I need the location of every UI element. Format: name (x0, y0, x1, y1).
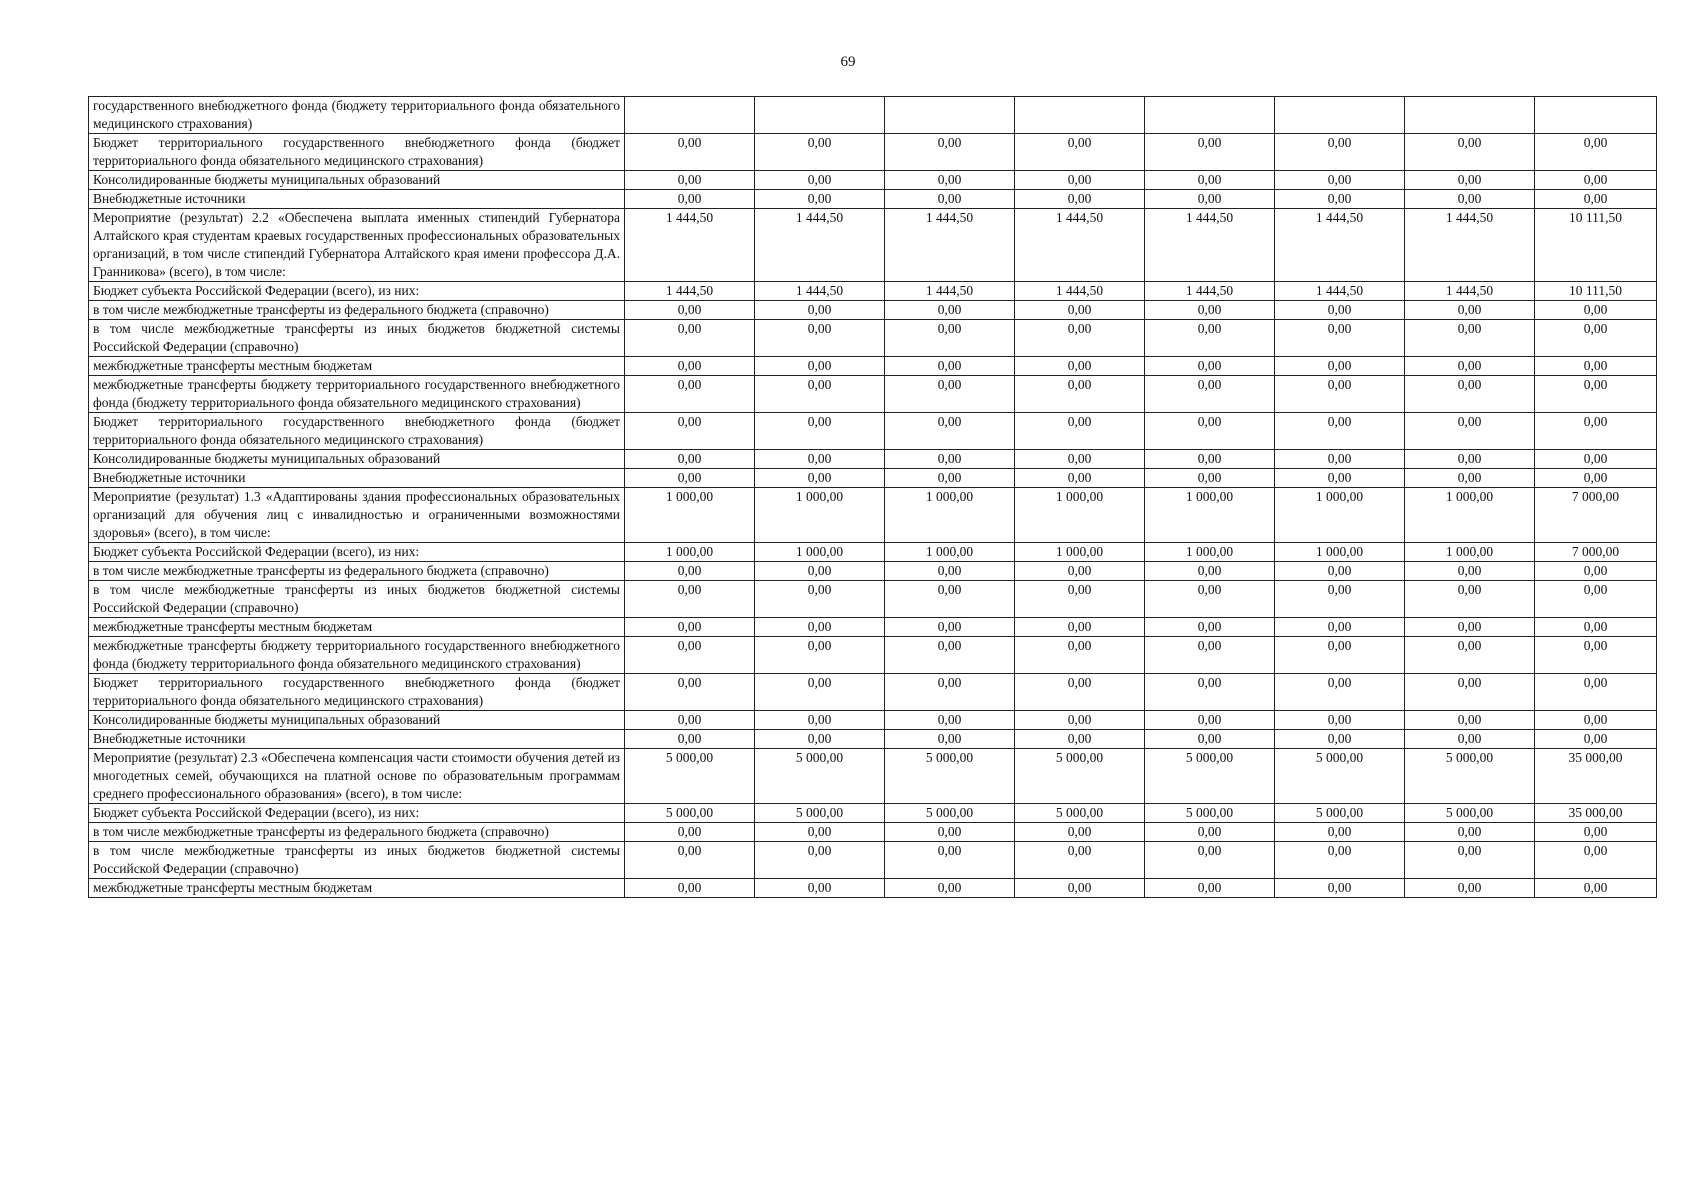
row-label: в том числе межбюджетные трансферты из иных бюджетов бюджетной системы Российской Федерации (справочно) (89, 320, 625, 357)
year-value-cell: 0,00 (755, 469, 885, 488)
year-value-cell: 0,00 (1145, 134, 1275, 171)
row-label: Мероприятие (результат) 1.3 «Адаптированы здания профессиональных образовательных организаций для обучения лиц с инвалидностью и ограниченными возможностями здоровья» (всего), в том числе: (89, 488, 625, 543)
row-label: межбюджетные трансферты местным бюджетам (89, 618, 625, 637)
row-label: Мероприятие (результат) 2.2 «Обеспечена выплата именных стипендий Губернатора Алтайского края студентам краевых государственных профессиональных образовательных организаций, в том числе стипендий Губернатора Алтайского края имени профессора Д.А. Гранникова» (всего), в том числе: (89, 209, 625, 282)
year-value-cell: 0,00 (1275, 879, 1405, 898)
total-value-cell: 0,00 (1535, 190, 1657, 209)
table-row (89, 749, 1657, 804)
year-value-cell: 0,00 (1145, 190, 1275, 209)
year-value-cell: 0,00 (1145, 171, 1275, 190)
year-value-cell: 0,00 (755, 674, 885, 711)
table-row (89, 450, 1657, 469)
year-value-cell: 0,00 (885, 879, 1015, 898)
year-value-cell: 0,00 (1145, 581, 1275, 618)
year-value-cell: 0,00 (625, 469, 755, 488)
year-value-cell: 0,00 (1015, 413, 1145, 450)
year-value-cell: 0,00 (755, 301, 885, 320)
year-value-cell: 0,00 (1275, 413, 1405, 450)
year-value-cell: 1 444,50 (885, 282, 1015, 301)
year-value-cell: 0,00 (1015, 879, 1145, 898)
year-value-cell: 0,00 (755, 357, 885, 376)
row-label: межбюджетные трансферты бюджету территориального государственного внебюджетного фонда (бюджету территориального фонда обязательного медицинского страхования) (89, 376, 625, 413)
year-value-cell: 1 000,00 (1015, 488, 1145, 543)
row-label: Внебюджетные источники (89, 730, 625, 749)
year-value-cell: 0,00 (1405, 637, 1535, 674)
year-value-cell: 0,00 (1015, 301, 1145, 320)
year-value-cell: 5 000,00 (625, 804, 755, 823)
year-value-cell (755, 97, 885, 134)
table-row (89, 171, 1657, 190)
year-value-cell: 1 444,50 (885, 209, 1015, 282)
year-value-cell: 0,00 (885, 842, 1015, 879)
year-value-cell: 0,00 (1275, 171, 1405, 190)
year-value-cell: 1 444,50 (625, 209, 755, 282)
year-value-cell: 0,00 (755, 637, 885, 674)
year-value-cell: 1 444,50 (1275, 282, 1405, 301)
year-value-cell: 0,00 (755, 562, 885, 581)
year-value-cell: 0,00 (1145, 357, 1275, 376)
year-value-cell: 0,00 (625, 413, 755, 450)
year-value-cell: 0,00 (625, 134, 755, 171)
year-value-cell: 0,00 (1275, 674, 1405, 711)
year-value-cell: 0,00 (625, 190, 755, 209)
year-value-cell: 0,00 (1405, 320, 1535, 357)
total-value-cell: 7 000,00 (1535, 488, 1657, 543)
year-value-cell: 0,00 (1405, 357, 1535, 376)
year-value-cell: 0,00 (885, 320, 1015, 357)
year-value-cell: 0,00 (1275, 581, 1405, 618)
year-value-cell: 1 000,00 (1275, 543, 1405, 562)
year-value-cell: 0,00 (1015, 376, 1145, 413)
year-value-cell: 0,00 (1015, 450, 1145, 469)
year-value-cell: 5 000,00 (1275, 749, 1405, 804)
year-value-cell: 1 000,00 (1405, 543, 1535, 562)
year-value-cell: 0,00 (755, 450, 885, 469)
year-value-cell: 0,00 (1015, 674, 1145, 711)
year-value-cell: 0,00 (885, 134, 1015, 171)
table-row (89, 581, 1657, 618)
year-value-cell: 0,00 (1405, 469, 1535, 488)
year-value-cell: 1 000,00 (755, 543, 885, 562)
year-value-cell: 1 000,00 (1145, 543, 1275, 562)
year-value-cell: 0,00 (1405, 376, 1535, 413)
year-value-cell: 0,00 (1015, 711, 1145, 730)
year-value-cell: 0,00 (1275, 842, 1405, 879)
year-value-cell: 0,00 (1145, 823, 1275, 842)
year-value-cell: 0,00 (1275, 357, 1405, 376)
year-value-cell: 5 000,00 (1145, 749, 1275, 804)
year-value-cell: 0,00 (1015, 357, 1145, 376)
total-value-cell: 0,00 (1535, 823, 1657, 842)
row-label: в том числе межбюджетные трансферты из федерального бюджета (справочно) (89, 301, 625, 320)
year-value-cell: 0,00 (1015, 320, 1145, 357)
row-label: Внебюджетные источники (89, 190, 625, 209)
year-value-cell: 5 000,00 (1275, 804, 1405, 823)
year-value-cell: 0,00 (755, 376, 885, 413)
year-value-cell: 0,00 (625, 562, 755, 581)
year-value-cell: 0,00 (625, 674, 755, 711)
year-value-cell: 0,00 (1275, 134, 1405, 171)
year-value-cell: 0,00 (625, 581, 755, 618)
year-value-cell: 0,00 (1145, 413, 1275, 450)
table-row (89, 97, 1657, 134)
year-value-cell: 1 444,50 (1015, 282, 1145, 301)
year-value-cell: 5 000,00 (1015, 749, 1145, 804)
year-value-cell: 1 000,00 (625, 543, 755, 562)
year-value-cell: 0,00 (1275, 730, 1405, 749)
row-label: Консолидированные бюджеты муниципальных образований (89, 711, 625, 730)
year-value-cell: 0,00 (1015, 618, 1145, 637)
total-value-cell: 0,00 (1535, 618, 1657, 637)
year-value-cell: 0,00 (1275, 823, 1405, 842)
year-value-cell: 1 000,00 (755, 488, 885, 543)
year-value-cell (885, 97, 1015, 134)
year-value-cell: 0,00 (1405, 842, 1535, 879)
year-value-cell: 0,00 (1275, 637, 1405, 674)
year-value-cell: 0,00 (885, 171, 1015, 190)
year-value-cell: 0,00 (1015, 581, 1145, 618)
year-value-cell: 5 000,00 (1145, 804, 1275, 823)
table-row (89, 618, 1657, 637)
year-value-cell: 1 444,50 (755, 282, 885, 301)
year-value-cell: 0,00 (1405, 730, 1535, 749)
year-value-cell: 0,00 (625, 730, 755, 749)
year-value-cell: 1 444,50 (1405, 209, 1535, 282)
row-label: межбюджетные трансферты местным бюджетам (89, 879, 625, 898)
row-label: государственного внебюджетного фонда (бюджету территориального фонда обязательного медицинского страхования) (89, 97, 625, 134)
total-value-cell: 10 111,50 (1535, 209, 1657, 282)
year-value-cell: 5 000,00 (885, 749, 1015, 804)
year-value-cell: 0,00 (1145, 376, 1275, 413)
row-label: Бюджет территориального государственного внебюджетного фонда (бюджет территориального фонда обязательного медицинского страхования) (89, 413, 625, 450)
year-value-cell: 0,00 (885, 190, 1015, 209)
table-row (89, 674, 1657, 711)
total-value-cell (1535, 97, 1657, 134)
year-value-cell: 0,00 (1015, 562, 1145, 581)
row-label: в том числе межбюджетные трансферты из иных бюджетов бюджетной системы Российской Федерации (справочно) (89, 842, 625, 879)
year-value-cell: 0,00 (1405, 879, 1535, 898)
total-value-cell: 0,00 (1535, 469, 1657, 488)
row-label: межбюджетные трансферты местным бюджетам (89, 357, 625, 376)
total-value-cell: 0,00 (1535, 357, 1657, 376)
year-value-cell: 1 444,50 (625, 282, 755, 301)
year-value-cell: 5 000,00 (1405, 749, 1535, 804)
year-value-cell: 0,00 (625, 320, 755, 357)
table-row (89, 488, 1657, 543)
budget-table (88, 96, 1657, 898)
year-value-cell: 0,00 (1405, 823, 1535, 842)
year-value-cell: 5 000,00 (625, 749, 755, 804)
year-value-cell: 0,00 (1015, 842, 1145, 879)
total-value-cell: 0,00 (1535, 562, 1657, 581)
total-value-cell: 0,00 (1535, 320, 1657, 357)
year-value-cell: 1 444,50 (755, 209, 885, 282)
table-row (89, 320, 1657, 357)
year-value-cell: 0,00 (755, 581, 885, 618)
table-row (89, 842, 1657, 879)
year-value-cell: 0,00 (1145, 469, 1275, 488)
total-value-cell: 0,00 (1535, 301, 1657, 320)
year-value-cell: 0,00 (1145, 879, 1275, 898)
year-value-cell: 0,00 (885, 674, 1015, 711)
year-value-cell: 0,00 (1275, 320, 1405, 357)
year-value-cell: 0,00 (625, 376, 755, 413)
total-value-cell: 0,00 (1535, 171, 1657, 190)
year-value-cell: 0,00 (885, 637, 1015, 674)
year-value-cell: 0,00 (1405, 450, 1535, 469)
year-value-cell: 1 000,00 (1275, 488, 1405, 543)
year-value-cell: 0,00 (885, 376, 1015, 413)
row-label: Консолидированные бюджеты муниципальных образований (89, 171, 625, 190)
table-row (89, 357, 1657, 376)
year-value-cell: 0,00 (755, 413, 885, 450)
year-value-cell: 0,00 (1275, 562, 1405, 581)
year-value-cell: 0,00 (1405, 674, 1535, 711)
year-value-cell: 0,00 (1015, 171, 1145, 190)
row-label: в том числе межбюджетные трансферты из иных бюджетов бюджетной системы Российской Федерации (справочно) (89, 581, 625, 618)
year-value-cell: 1 000,00 (625, 488, 755, 543)
total-value-cell: 0,00 (1535, 413, 1657, 450)
row-label: межбюджетные трансферты бюджету территориального государственного внебюджетного фонда (бюджету территориального фонда обязательного медицинского страхования) (89, 637, 625, 674)
year-value-cell: 0,00 (755, 879, 885, 898)
year-value-cell: 0,00 (885, 301, 1015, 320)
year-value-cell: 0,00 (625, 450, 755, 469)
total-value-cell: 35 000,00 (1535, 749, 1657, 804)
year-value-cell: 0,00 (625, 301, 755, 320)
year-value-cell: 0,00 (885, 618, 1015, 637)
year-value-cell: 0,00 (1405, 581, 1535, 618)
year-value-cell: 5 000,00 (1405, 804, 1535, 823)
row-label: Внебюджетные источники (89, 469, 625, 488)
year-value-cell: 0,00 (625, 823, 755, 842)
year-value-cell: 0,00 (1015, 730, 1145, 749)
year-value-cell: 0,00 (885, 413, 1015, 450)
year-value-cell: 0,00 (1015, 637, 1145, 674)
year-value-cell (625, 97, 755, 134)
year-value-cell: 0,00 (755, 171, 885, 190)
year-value-cell: 0,00 (885, 562, 1015, 581)
year-value-cell: 0,00 (885, 469, 1015, 488)
year-value-cell: 1 000,00 (885, 488, 1015, 543)
row-label: Мероприятие (результат) 2.3 «Обеспечена компенсация части стоимости обучения детей из многодетных семей, обучающихся на платной основе по образовательным программам среднего профессионального образования» (всего), в том числе: (89, 749, 625, 804)
year-value-cell: 0,00 (1015, 469, 1145, 488)
year-value-cell: 0,00 (625, 879, 755, 898)
year-value-cell: 0,00 (625, 711, 755, 730)
year-value-cell: 0,00 (755, 842, 885, 879)
year-value-cell: 0,00 (1145, 320, 1275, 357)
year-value-cell: 0,00 (625, 842, 755, 879)
year-value-cell: 0,00 (1015, 134, 1145, 171)
year-value-cell: 0,00 (625, 618, 755, 637)
year-value-cell: 0,00 (1275, 190, 1405, 209)
year-value-cell: 0,00 (1145, 711, 1275, 730)
total-value-cell: 0,00 (1535, 637, 1657, 674)
table-row (89, 879, 1657, 898)
year-value-cell (1145, 97, 1275, 134)
year-value-cell: 0,00 (1275, 301, 1405, 320)
year-value-cell: 0,00 (885, 357, 1015, 376)
year-value-cell: 0,00 (755, 618, 885, 637)
year-value-cell: 0,00 (1405, 618, 1535, 637)
year-value-cell: 5 000,00 (885, 804, 1015, 823)
year-value-cell: 0,00 (625, 357, 755, 376)
year-value-cell: 0,00 (885, 823, 1015, 842)
year-value-cell: 0,00 (1405, 190, 1535, 209)
year-value-cell: 1 000,00 (1405, 488, 1535, 543)
year-value-cell: 0,00 (1145, 674, 1275, 711)
year-value-cell: 0,00 (1275, 618, 1405, 637)
table-row (89, 301, 1657, 320)
year-value-cell (1275, 97, 1405, 134)
year-value-cell: 0,00 (1275, 450, 1405, 469)
year-value-cell: 0,00 (885, 450, 1015, 469)
row-label: Бюджет субъекта Российской Федерации (всего), из них: (89, 543, 625, 562)
year-value-cell: 1 444,50 (1405, 282, 1535, 301)
year-value-cell: 1 444,50 (1275, 209, 1405, 282)
year-value-cell: 0,00 (755, 190, 885, 209)
total-value-cell: 0,00 (1535, 376, 1657, 413)
total-value-cell: 35 000,00 (1535, 804, 1657, 823)
table-row (89, 209, 1657, 282)
year-value-cell: 0,00 (1405, 413, 1535, 450)
table-row (89, 282, 1657, 301)
year-value-cell: 5 000,00 (755, 749, 885, 804)
year-value-cell: 0,00 (1405, 301, 1535, 320)
total-value-cell: 0,00 (1535, 450, 1657, 469)
year-value-cell (1015, 97, 1145, 134)
row-label: Консолидированные бюджеты муниципальных образований (89, 450, 625, 469)
year-value-cell: 0,00 (1405, 562, 1535, 581)
total-value-cell: 0,00 (1535, 730, 1657, 749)
table-row (89, 543, 1657, 562)
table-row (89, 711, 1657, 730)
year-value-cell: 0,00 (885, 711, 1015, 730)
year-value-cell: 5 000,00 (755, 804, 885, 823)
row-label: Бюджет территориального государственного внебюджетного фонда (бюджет территориального фонда обязательного медицинского страхования) (89, 674, 625, 711)
total-value-cell: 0,00 (1535, 842, 1657, 879)
year-value-cell: 0,00 (1145, 637, 1275, 674)
year-value-cell: 0,00 (1145, 450, 1275, 469)
year-value-cell: 1 444,50 (1145, 282, 1275, 301)
year-value-cell: 0,00 (625, 171, 755, 190)
row-label: Бюджет территориального государственного внебюджетного фонда (бюджет территориального фонда обязательного медицинского страхования) (89, 134, 625, 171)
year-value-cell: 1 000,00 (885, 543, 1015, 562)
total-value-cell: 0,00 (1535, 581, 1657, 618)
row-label: в том числе межбюджетные трансферты из федерального бюджета (справочно) (89, 562, 625, 581)
year-value-cell: 0,00 (755, 320, 885, 357)
year-value-cell: 0,00 (625, 637, 755, 674)
year-value-cell: 0,00 (755, 730, 885, 749)
year-value-cell: 5 000,00 (1015, 804, 1145, 823)
year-value-cell: 0,00 (1275, 711, 1405, 730)
year-value-cell: 0,00 (1145, 301, 1275, 320)
year-value-cell (1405, 97, 1535, 134)
total-value-cell: 0,00 (1535, 711, 1657, 730)
year-value-cell: 1 444,50 (1015, 209, 1145, 282)
year-value-cell: 0,00 (1405, 711, 1535, 730)
table-row (89, 469, 1657, 488)
table-row (89, 804, 1657, 823)
row-label: в том числе межбюджетные трансферты из федерального бюджета (справочно) (89, 823, 625, 842)
total-value-cell: 0,00 (1535, 674, 1657, 711)
table-row (89, 562, 1657, 581)
table-row (89, 376, 1657, 413)
total-value-cell: 10 111,50 (1535, 282, 1657, 301)
year-value-cell: 0,00 (1275, 376, 1405, 413)
year-value-cell: 0,00 (1275, 469, 1405, 488)
year-value-cell: 0,00 (1145, 730, 1275, 749)
year-value-cell: 0,00 (1405, 134, 1535, 171)
total-value-cell: 0,00 (1535, 134, 1657, 171)
table-row (89, 823, 1657, 842)
year-value-cell: 0,00 (1145, 842, 1275, 879)
budget-table-body (89, 97, 1657, 898)
total-value-cell: 7 000,00 (1535, 543, 1657, 562)
year-value-cell: 0,00 (1015, 190, 1145, 209)
year-value-cell: 0,00 (755, 711, 885, 730)
year-value-cell: 1 000,00 (1145, 488, 1275, 543)
table-row (89, 637, 1657, 674)
page-number: 69 (840, 54, 856, 70)
year-value-cell: 0,00 (1015, 823, 1145, 842)
table-row (89, 413, 1657, 450)
table-row (89, 730, 1657, 749)
year-value-cell: 0,00 (755, 823, 885, 842)
year-value-cell: 1 444,50 (1145, 209, 1275, 282)
year-value-cell: 0,00 (885, 730, 1015, 749)
year-value-cell: 0,00 (885, 581, 1015, 618)
row-label: Бюджет субъекта Российской Федерации (всего), из них: (89, 282, 625, 301)
year-value-cell: 0,00 (1405, 171, 1535, 190)
row-label: Бюджет субъекта Российской Федерации (всего), из них: (89, 804, 625, 823)
year-value-cell: 0,00 (755, 134, 885, 171)
year-value-cell: 0,00 (1145, 562, 1275, 581)
year-value-cell: 1 000,00 (1015, 543, 1145, 562)
table-row (89, 190, 1657, 209)
year-value-cell: 0,00 (1145, 618, 1275, 637)
table-row (89, 134, 1657, 171)
total-value-cell: 0,00 (1535, 879, 1657, 898)
